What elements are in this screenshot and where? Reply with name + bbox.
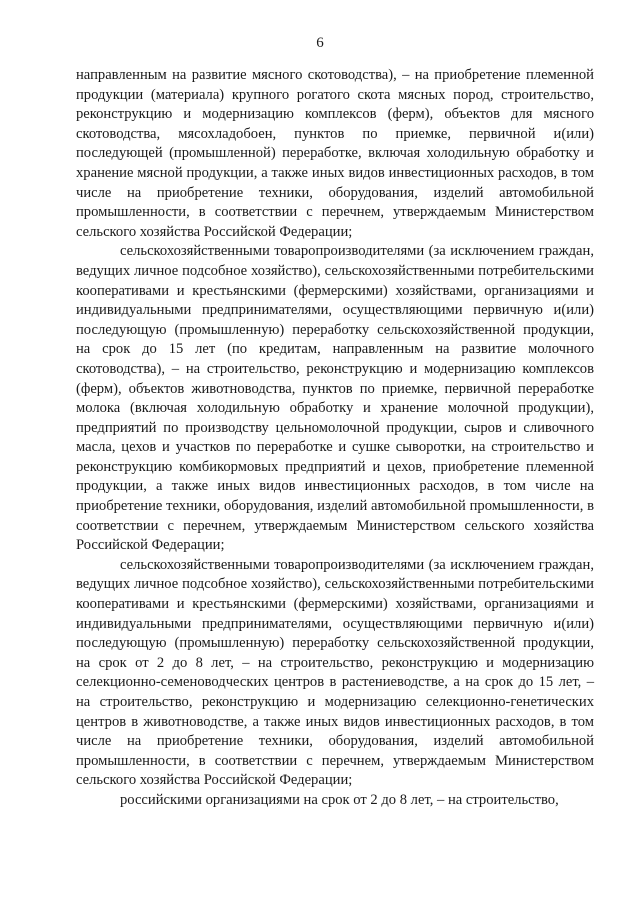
paragraph-breeding-centers: сельскохозяйственными товаропроизводителями (за исключением граждан, ведущих личное подсобное хозяйство), сельскохозяйственными потребительскими кооперативами и крестьянскими (фермерскими) хозяйствами, организациями и индивидуальными предпринимателями, осуществляющими первичную и(или) последующую (промышленную) переработку сельскохозяйственной продукции, на срок от 2 до 8 лет, – на строительство, реконструкцию и модернизацию селекционно-семеноводческих центров в растениеводстве, а на срок до 15 лет, – на строительство, реконструкцию и модернизацию селекционно-генетических центров в животноводстве, а также иных видов инвестиционных расходов, в том числе на приобретение техники, оборудования, изделий автомобильной промышленности, в соответствии с перечнем, утверждаемым Министерством сельского хозяйства Российской Федерации;: [76, 556, 594, 789]
paragraph-dairy-farming: сельскохозяйственными товаропроизводителями (за исключением граждан, ведущих личное подсобное хозяйство), сельскохозяйственными потребительскими кооперативами и крестьянскими (фермерскими) хозяйствами, организациями и индивидуальными предпринимателями, осуществляющими первичную и(или) последующую (промышленную) переработку сельскохозяйственной продукции, на срок до 15 лет (по кредитам, направленным на развитие молочного скотоводства), – на строительство, реконструкцию и модернизацию комплексов (ферм), объектов животноводства, пунктов по приемке, первичной переработке молока (включая холодильную обработку и хранение молочной продукции), предприятий по производству цельномолочной продукции, сыров и сливочного масла, цехов и участков по переработке и сушке сыворотки, на строительство и реконструкцию комбикормовых предприятий и цехов, приобретение племенной продукции, а также иных видов инвестиционных расходов, в том числе на приобретение техники, оборудования, изделий автомобильной промышленности, в соответствии с перечнем, утверждаемым Министерством сельского хозяйства Российской Федерации;: [76, 243, 594, 554]
document-body: [76, 66, 594, 811]
paragraph-russian-organizations: российскими организациями на срок от 2 до 8 лет, – на строительство,: [120, 791, 559, 808]
page-number: 6: [316, 35, 324, 51]
paragraph-continuation: направленным на развитие мясного скотоводства), – на приобретение племенной продукции (материала) крупного рогатого скота мясных пород, строительство, реконструкцию и модернизацию комплексов (ферм), объектов для мясного скотоводства, мясохладобоен, пунктов по приемке, первичной и(или) последующей (промышленной) переработке, включая холодильную обработку и хранение мясной продукции, а также иных видов инвестиционных расходов, в том числе на приобретение техники, оборудования, изделий автомобильной промышленности, в соответствии с перечнем, утверждаемым Министерством сельского хозяйства Российской Федерации;: [76, 67, 594, 240]
